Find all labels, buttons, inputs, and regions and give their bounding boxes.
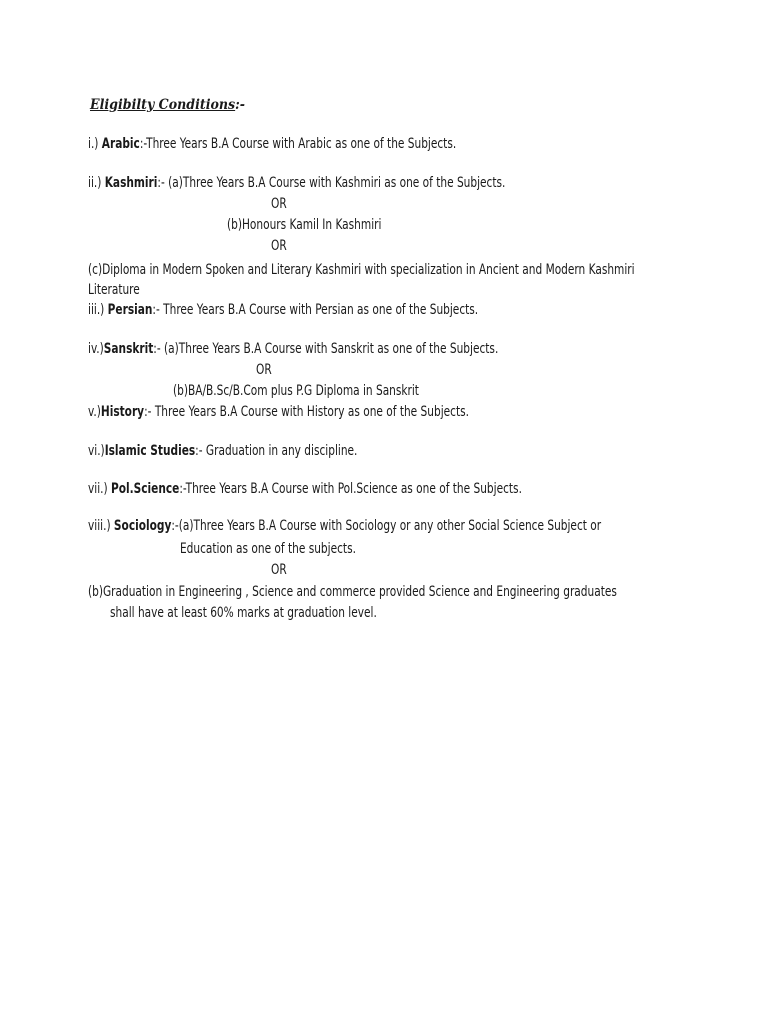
kashmiri-or-1: OR bbox=[271, 196, 287, 212]
sanskrit-text: :- (a)Three Years B.A Course with Sanskrit as one of the Subjects. bbox=[153, 341, 499, 357]
kashmiri-subject: Kashmiri bbox=[104, 175, 158, 191]
sanskrit-subject: Sanskrit bbox=[103, 341, 154, 357]
polscience-subject: Pol.Science bbox=[110, 481, 180, 497]
sociology-option-b-line1: (b)Graduation in Engineering , Science and commerce provided Science and Engineering graduates bbox=[88, 584, 617, 600]
arabic-number: i.) bbox=[88, 136, 102, 152]
sanskrit-condition bbox=[88, 340, 498, 358]
kashmiri-text: :- (a)Three Years B.A Course with Kashmiri as one of the Subjects. bbox=[157, 175, 506, 191]
persian-text: :- Three Years B.A Course with Persian as one of the Subjects. bbox=[152, 302, 479, 318]
heading-title: Eligibilty Conditions bbox=[90, 97, 236, 113]
kashmiri-option-c-line2: Literature bbox=[88, 282, 140, 298]
polscience-condition bbox=[88, 480, 522, 498]
history-subject: History bbox=[100, 404, 145, 420]
sociology-line2: Education as one of the subjects. bbox=[180, 541, 356, 557]
islamic-number: vi.) bbox=[88, 443, 105, 459]
sanskrit-option-b: (b)BA/B.Sc/B.Com plus P.G Diploma in Sanskrit bbox=[173, 383, 419, 399]
sociology-number: viii.) bbox=[88, 518, 114, 534]
arabic-condition bbox=[88, 135, 456, 153]
persian-number: iii.) bbox=[88, 302, 108, 318]
arabic-subject: Arabic bbox=[101, 136, 140, 152]
arabic-text: :-Three Years B.A Course with Arabic as one of the Subjects. bbox=[139, 136, 457, 152]
kashmiri-condition bbox=[88, 174, 505, 192]
persian-subject: Persian bbox=[107, 302, 153, 318]
kashmiri-option-c-line1: (c)Diploma in Modern Spoken and Literary Kashmiri with specialization in Ancient and Modern Kashmiri bbox=[88, 262, 635, 278]
eligibility-heading bbox=[90, 96, 245, 114]
sociology-or: OR bbox=[271, 562, 287, 578]
sociology-subject: Sociology bbox=[113, 518, 172, 534]
heading-suffix: :- bbox=[235, 97, 246, 113]
sociology-option-b-line2: shall have at least 60% marks at graduation level. bbox=[110, 605, 377, 621]
islamic-subject: Islamic Studies bbox=[104, 443, 196, 459]
kashmiri-option-b: (b)Honours Kamil In Kashmiri bbox=[227, 217, 382, 233]
sanskrit-or: OR bbox=[256, 362, 272, 378]
history-number: v.) bbox=[88, 404, 101, 420]
sociology-condition bbox=[88, 517, 601, 535]
sociology-text: :-(a)Three Years B.A Course with Sociology or any other Social Science Subject or bbox=[171, 518, 602, 534]
islamic-studies-condition bbox=[88, 442, 357, 460]
islamic-text: :- Graduation in any discipline. bbox=[195, 443, 358, 459]
history-condition bbox=[88, 403, 469, 421]
polscience-text: :-Three Years B.A Course with Pol.Science as one of the Subjects. bbox=[179, 481, 522, 497]
polscience-number: vii.) bbox=[88, 481, 111, 497]
sanskrit-number: iv.) bbox=[88, 341, 104, 357]
persian-condition bbox=[88, 301, 478, 319]
history-text: :- Three Years B.A Course with History as one of the Subjects. bbox=[144, 404, 469, 420]
kashmiri-or-2: OR bbox=[271, 238, 287, 254]
kashmiri-number: ii.) bbox=[88, 175, 105, 191]
